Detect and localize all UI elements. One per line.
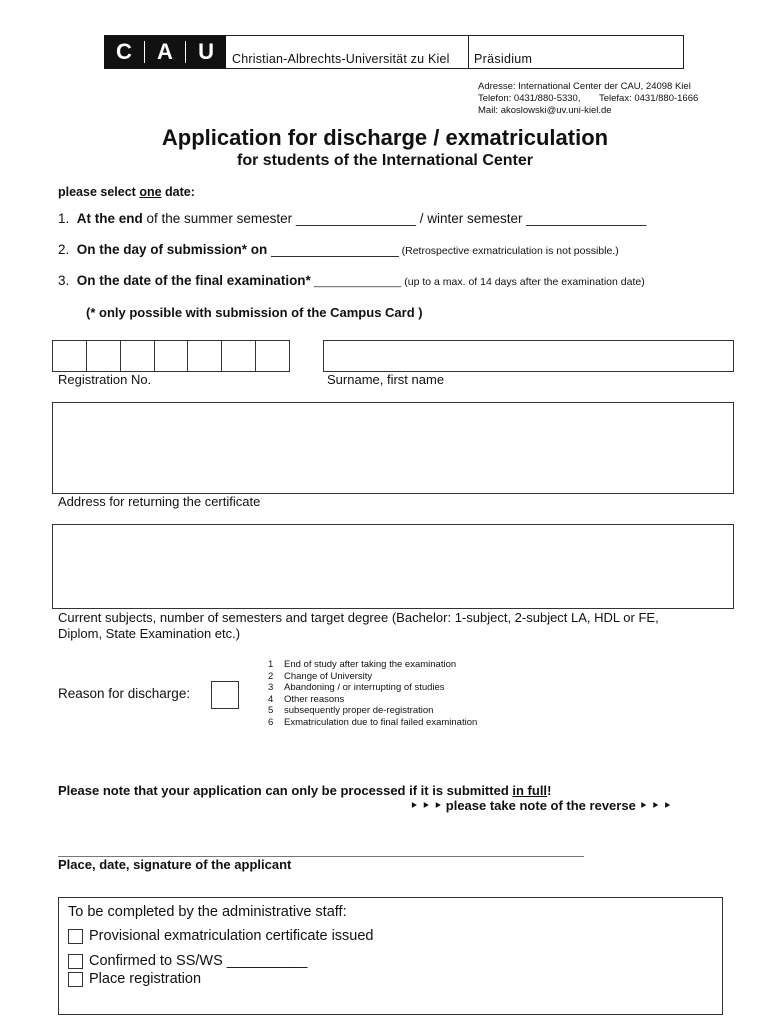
- checkbox[interactable]: [68, 954, 83, 969]
- reason-item: 5 subsequently proper de-registration: [268, 705, 434, 716]
- address-line: Adresse: International Center der CAU, 24098 Kiel: [478, 81, 691, 92]
- option-number: 1.: [58, 211, 70, 226]
- admin-item-place-registration: [68, 971, 201, 987]
- registration-digit-cell[interactable]: [121, 341, 155, 371]
- current-subjects-field[interactable]: [52, 524, 734, 609]
- admin-item-confirmed: [68, 953, 307, 969]
- registration-digit-cell[interactable]: [256, 341, 289, 371]
- document-subtitle: for students of the International Center: [236, 152, 533, 169]
- reason-item: 1 End of study after taking the examination: [268, 659, 457, 670]
- option-final-examination[interactable]: [58, 273, 645, 288]
- phone: Telefon: 0431/880-5330,: [478, 93, 581, 104]
- cau-logo: [104, 35, 226, 69]
- checkbox-label: Provisional exmatriculation certificate issued: [89, 928, 374, 944]
- checkbox-label: Place registration: [89, 971, 202, 987]
- address-label: Address for returning the certificate: [58, 494, 261, 509]
- name-label: Surname, first name: [327, 372, 445, 387]
- logo-letter-a: A: [157, 39, 173, 64]
- signature-label: Place, date, signature of the applicant: [58, 857, 292, 872]
- reason-item: 3 Abandoning / or interrupting of studies: [268, 682, 445, 693]
- option-note: (up to a max. of 14 days after the examination date): [401, 276, 645, 288]
- admin-title: To be completed by the administrative staff:: [68, 904, 347, 920]
- fax: Telefax: 0431/880-1666: [598, 93, 699, 104]
- registration-digit-cell[interactable]: [87, 341, 121, 371]
- option-text: of the summer semester ________________ / winter semester ________________: [142, 211, 647, 226]
- department-name: Präsidium: [474, 52, 533, 66]
- option-note: (Retrospective exmatriculation is not possible.): [398, 245, 619, 257]
- registration-digit-cell[interactable]: [53, 341, 87, 371]
- mail-line: Mail: akoslowski@uv.uni-kiel.de: [478, 105, 612, 116]
- option-text: _______________: [310, 276, 402, 288]
- campus-card-note: (* only possible with submission of the Campus Card ): [86, 305, 423, 320]
- checkbox[interactable]: [68, 972, 83, 987]
- reason-list: [268, 659, 477, 728]
- completeness-notice: Please note that your application can only be processed if it is submitted in full!: [58, 783, 552, 798]
- return-address-field[interactable]: [52, 402, 734, 494]
- contact-address: [478, 81, 698, 117]
- option-day-of-submission[interactable]: [58, 242, 619, 257]
- option-bold: On the day of submission* on: [76, 242, 268, 257]
- registration-digit-cell[interactable]: [155, 341, 189, 371]
- select-one: one: [139, 185, 162, 199]
- reverse-side-note: ‣ ‣ ‣ please take note of the reverse ‣ ‣ ‣: [410, 798, 672, 813]
- logo-letter-c: C: [116, 39, 132, 64]
- logo-separator: [185, 41, 186, 63]
- reason-code-field[interactable]: [211, 681, 239, 709]
- option-end-of-semester[interactable]: [58, 211, 646, 226]
- reason-item: 4 Other reasons: [268, 693, 345, 705]
- subjects-label-line: Current subjects, number of semesters and target degree (Bachelor: 1-subject, 2-subject LA, HDL or FE,: [58, 610, 659, 625]
- document-title: Application for discharge / exmatriculation: [161, 125, 609, 150]
- reason-item: 2 Change of University: [268, 670, 373, 682]
- checkbox-label: Confirmed to SS/WS __________: [89, 953, 308, 969]
- phone-fax-line: [478, 93, 698, 105]
- registration-digit-cell[interactable]: [188, 341, 222, 371]
- registration-label: Registration No.: [58, 372, 152, 387]
- registration-digit-cell[interactable]: [222, 341, 256, 371]
- option-bold: On the date of the final examination*: [76, 273, 311, 288]
- surname-firstname-field[interactable]: [323, 340, 734, 372]
- logo-separator: [144, 41, 145, 63]
- checkbox[interactable]: [68, 929, 83, 944]
- select-suffix: date:: [161, 185, 195, 199]
- registration-number-field[interactable]: [52, 340, 290, 372]
- select-date-label: [58, 185, 195, 199]
- logo-letter-u: U: [198, 39, 214, 64]
- admin-item-provisional: [68, 928, 374, 944]
- option-text: _________________: [267, 242, 399, 257]
- option-number: 2.: [58, 242, 70, 257]
- university-name: Christian-Albrechts-Universität zu Kiel: [232, 52, 450, 66]
- reason-item: 6 Exmatriculation due to final failed examination: [268, 716, 478, 728]
- option-number: 3.: [58, 273, 70, 288]
- subjects-label-line: Diplom, State Examination etc.): [58, 626, 241, 641]
- select-prefix: please select: [58, 185, 140, 199]
- option-bold: At the end: [76, 211, 143, 226]
- reason-label: Reason for discharge:: [58, 686, 191, 701]
- subjects-label: [58, 610, 659, 642]
- header-divider: [468, 35, 469, 69]
